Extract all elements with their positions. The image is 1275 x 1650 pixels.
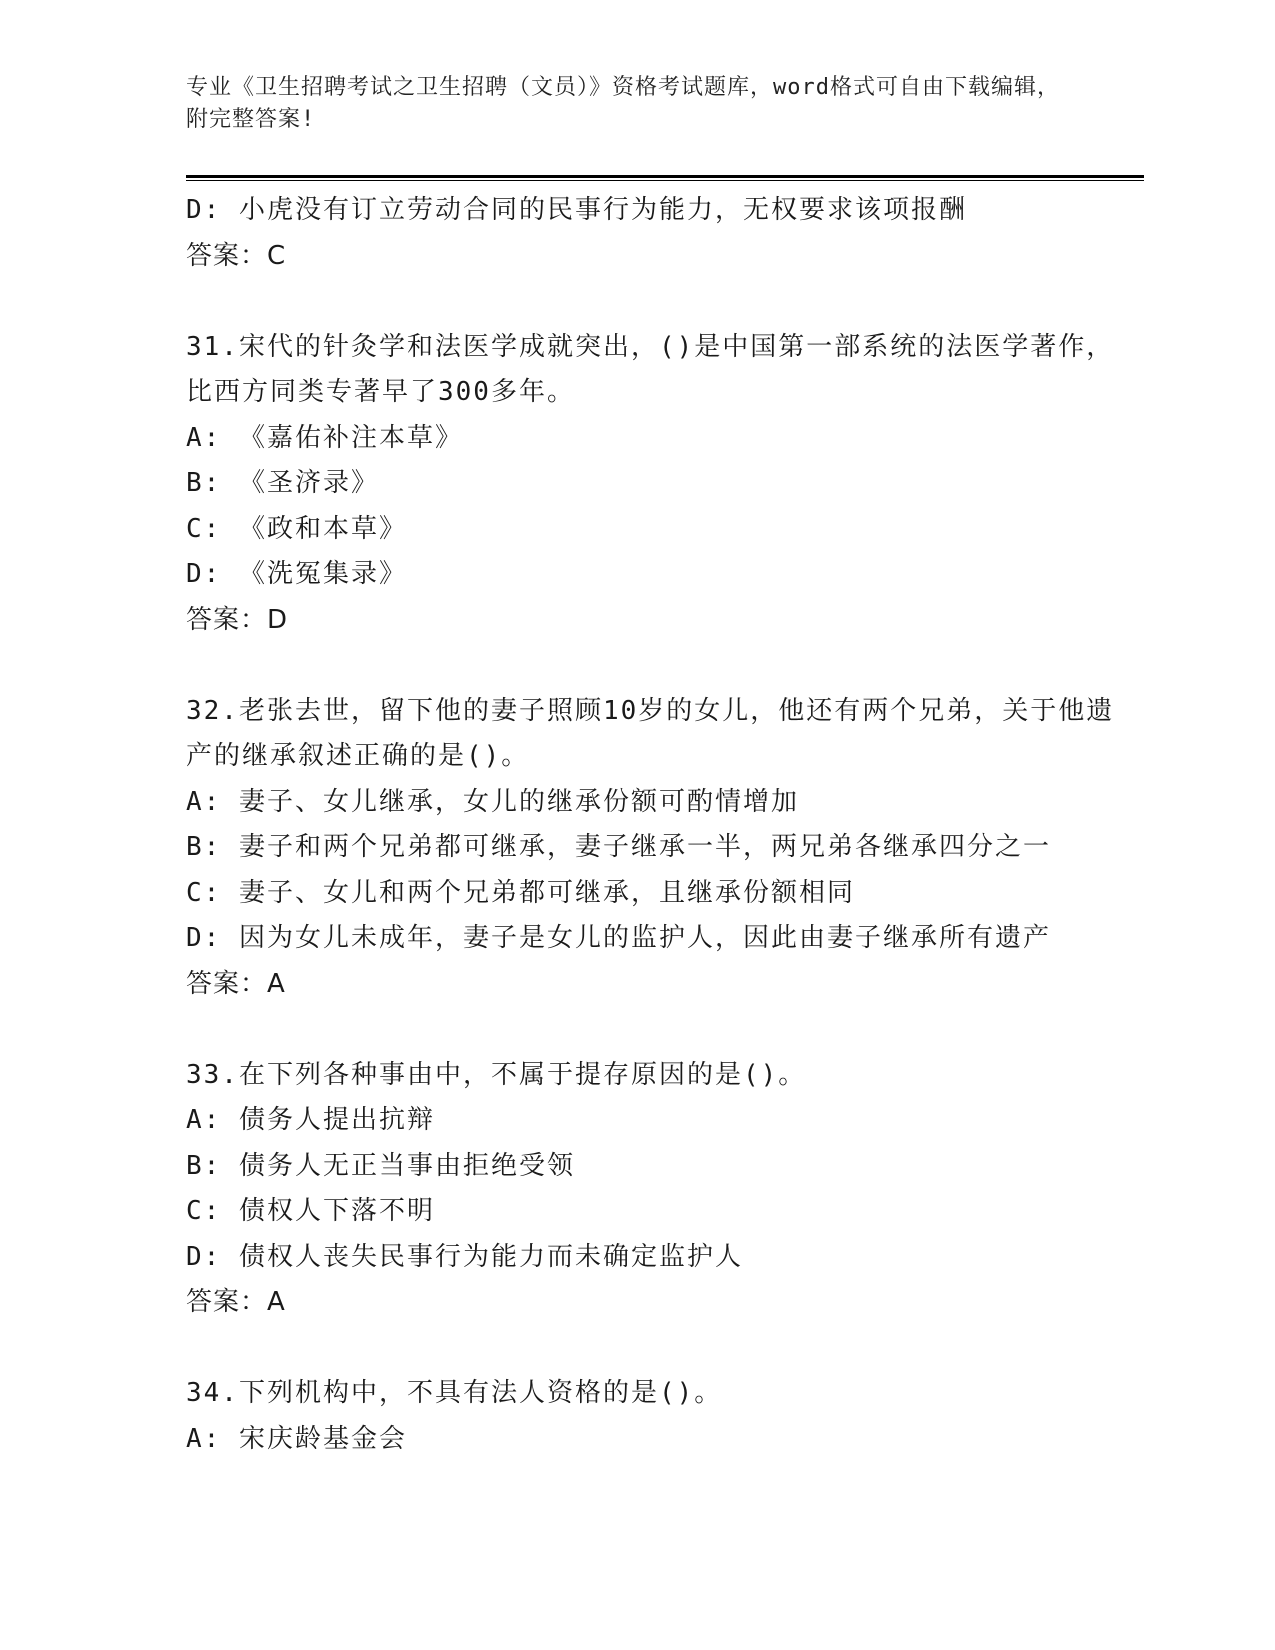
question-31-option-a: A: 《嘉佑补注本草》 xyxy=(186,422,463,453)
question-32-option-b: B: 妻子和两个兄弟都可继承，妻子继承一半，两兄弟各继承四分之一 xyxy=(186,832,1051,862)
spacer xyxy=(186,643,1116,689)
spacer xyxy=(186,279,1116,325)
question-33-option-a: A: 债务人提出抗辩 xyxy=(186,1105,435,1135)
prev-option-d: D: 小虎没有订立劳动合同的民事行为能力，无权要求该项报酬 xyxy=(186,195,967,225)
question-33-text: 33.在下列各种事由中，不属于提存原因的是()。 xyxy=(186,1059,807,1090)
question-33-option-b: B: 债务人无正当事由拒绝受领 xyxy=(186,1150,575,1181)
question-31-answer: 答案：D xyxy=(186,604,289,635)
document-body xyxy=(186,188,1116,1462)
header-rule-thin xyxy=(186,180,1144,181)
question-31-option-b: B: 《圣济录》 xyxy=(186,468,379,498)
question-32-text: 32.老张去世，留下他的妻子照顾10岁的女儿，他还有两个兄弟，关于他遗产的继承叙述正确的是()。 xyxy=(186,695,1115,771)
question-33-option-c: C: 债权人下落不明 xyxy=(186,1196,435,1226)
question-31-option-d: D: 《洗冤集录》 xyxy=(186,559,407,589)
question-32-option-d: D: 因为女儿未成年，妻子是女儿的监护人，因此由妻子继承所有遗产 xyxy=(186,923,1051,953)
question-32-answer: 答案：A xyxy=(186,968,286,999)
header-rule-thick xyxy=(186,175,1144,178)
question-32-option-c: C: 妻子、女儿和两个兄弟都可继承，且继承份额相同 xyxy=(186,877,855,908)
question-33-answer: 答案：A xyxy=(186,1287,286,1317)
header-text: 专业《卫生招聘考试之卫生招聘（文员）》资格考试题库，word格式可自由下载编辑，附完整答案! xyxy=(186,75,1060,132)
document-header xyxy=(186,72,1066,136)
question-31-option-c: C: 《政和本草》 xyxy=(186,513,407,544)
question-33-option-d: D: 债权人丧失民事行为能力而未确定监护人 xyxy=(186,1241,743,1272)
question-34-option-a: A: 宋庆龄基金会 xyxy=(186,1423,407,1454)
prev-answer: 答案：C xyxy=(186,240,287,271)
question-32-option-a: A: 妻子、女儿继承，女儿的继承份额可酌情增加 xyxy=(186,786,799,817)
question-31-text: 31.宋代的针灸学和法医学成就突出，()是中国第一部系统的法医学著作，比西方同类专著早了300多年。 xyxy=(186,331,1115,407)
spacer xyxy=(186,1326,1116,1372)
question-34-text: 34.下列机构中，不具有法人资格的是()。 xyxy=(186,1378,723,1408)
spacer xyxy=(186,1007,1116,1053)
